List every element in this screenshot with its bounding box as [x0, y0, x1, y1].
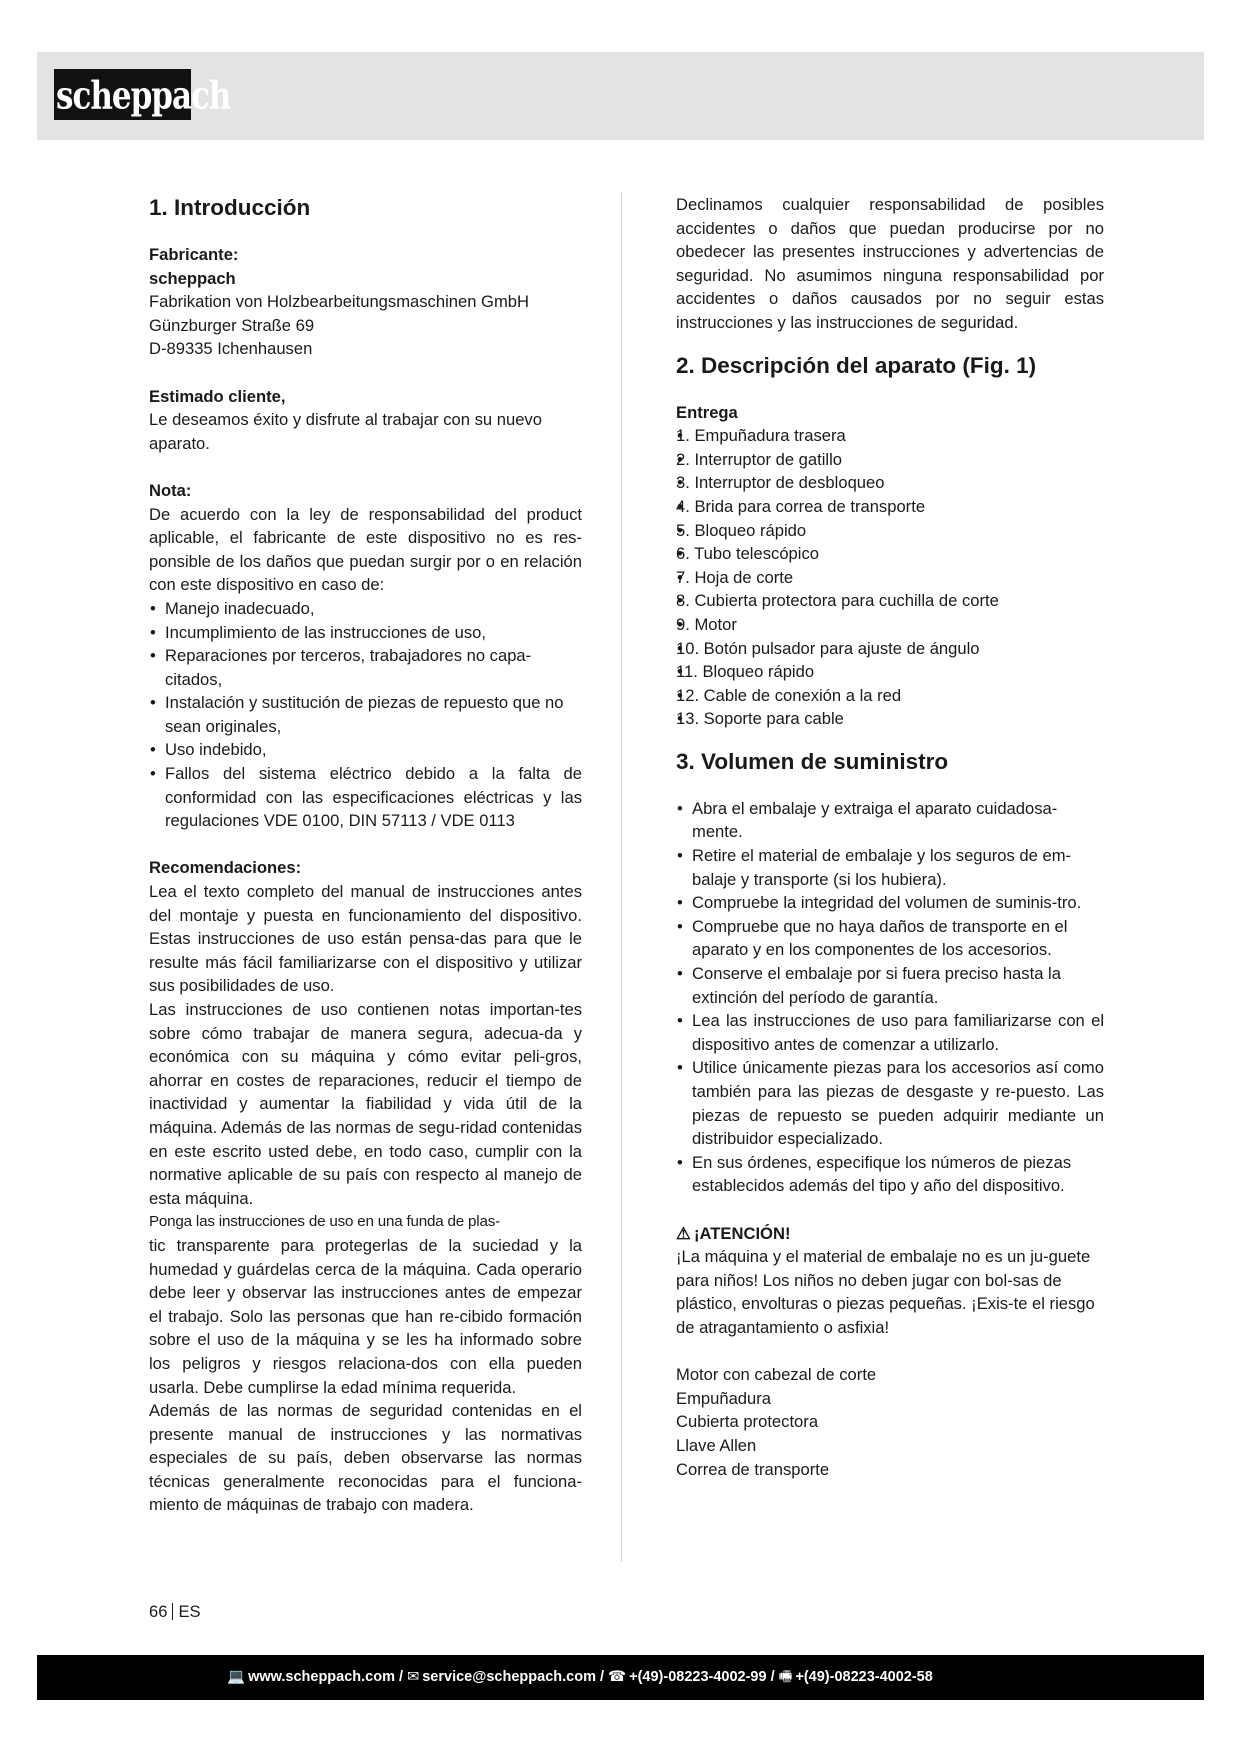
list-item: • Manejo inadecuado,: [149, 597, 582, 621]
manufacturer-name: scheppach: [149, 268, 236, 288]
section-title-description: 2. Descripción del aparato (Fig. 1): [676, 352, 1037, 378]
list-item: • Retire el material de embalaje y los seguros de em-balaje y transporte (si los hubiera).: [676, 844, 1104, 891]
content-item: Motor con cabezal de corte: [676, 1365, 877, 1385]
part-item: • 11. Bloqueo rápido: [676, 660, 1104, 684]
part-item: • 6. Tubo telescópico: [676, 542, 1104, 566]
dear-customer-label: Estimado cliente,: [149, 386, 286, 406]
warning-triangle-icon: ⚠: [676, 1223, 691, 1243]
page-number-value: 66: [149, 1602, 168, 1621]
list-item: • Conserve el embalaje por si fuera preciso hasta la extinción del período de garantía.: [676, 962, 1104, 1009]
part-item: • 10. Botón pulsador para ajuste de ángulo: [676, 637, 1104, 661]
part-item: • 8. Cubierta protectora para cuchilla de corte: [676, 589, 1104, 613]
page-header: [37, 52, 1204, 140]
footer-phone: +(49)-08223-4002-99 /: [629, 1669, 775, 1685]
page-separator: [172, 1603, 173, 1620]
part-item: • 13. Soporte para cable: [676, 707, 1104, 731]
page-number: [149, 1602, 201, 1622]
part-item: • 2. Interruptor de gatillo: [676, 448, 1104, 472]
recommendations-label: Recomendaciones:: [149, 858, 302, 878]
list-item: • Lea las instrucciones de uso para familiarizarse con el dispositivo antes de comenzar a utilizarlo.: [676, 1009, 1104, 1056]
list-item: • Abra el embalaje y extraiga el aparato cuidadosa-mente.: [676, 797, 1104, 844]
footer-website[interactable]: www.scheppach.com /: [248, 1669, 404, 1685]
part-item: • 9. Motor: [676, 613, 1104, 637]
right-column: [676, 193, 1104, 1481]
part-item: • 5. Bloqueo rápido: [676, 519, 1104, 543]
list-item: • Compruebe la integridad del volumen de suminis-tro.: [676, 891, 1104, 915]
list-item: • Uso indebido,: [149, 738, 582, 762]
disclaimer-text: Declinamos cualquier responsabilidad de posibles accidentes o daños que puedan producirse por no obedecer las presentes instrucciones y advertencias de seguridad. No asumimos ninguna responsabilidad por accidentes o daños causados por no seguir estas instrucciones y las instrucciones de seguridad.: [676, 195, 1104, 332]
footer-fax: +(49)-08223-4002-58: [795, 1669, 933, 1685]
section-title-introduction: 1. Introducción: [149, 195, 311, 220]
manufacturer-label: Fabricante:: [149, 245, 239, 264]
part-item: • 1. Empuñadura trasera: [676, 424, 1104, 448]
delivery-label: Entrega: [676, 402, 738, 422]
list-item: • Incumplimiento de las instrucciones de uso,: [149, 621, 582, 645]
address-line: D-89335 Ichenhausen: [149, 339, 313, 359]
part-item: • 3. Interruptor de desbloqueo: [676, 471, 1104, 495]
address-line: Fabrikation von Holzbearbeitungsmaschinen GmbH: [149, 292, 530, 312]
list-item: • Reparaciones por terceros, trabajadores no capa-citados,: [149, 644, 582, 691]
attention-heading: [676, 1222, 1104, 1246]
mail-icon: ✉: [407, 1669, 420, 1685]
list-item: • Fallos del sistema eléctrico debido a la falta de conformidad con las especificaciones eléctricas y las regulaciones VDE 0100, DIN 57113 / VDE 0113: [149, 762, 582, 833]
note-label: Nota:: [149, 480, 192, 500]
supply-list: [676, 797, 1104, 1198]
page-footer: [37, 1655, 1204, 1700]
recommendations-paragraph: tic transparente para protegerlas de la suciedad y la humedad y guárdelas cerca de la máquina. Cada operario debe leer y observar las instrucciones antes de empezar el trabajo. Solo las personas que han re-cibido formación sobre el uso de la máquina y se les ha informado sobre los peligros y riesgos relaciona-dos con ella pueden usarla. Debe cumplirse la edad mínima requerida.: [149, 1235, 582, 1397]
content-item: Correa de transporte: [676, 1459, 830, 1479]
note-text: De acuerdo con la ley de responsabilidad del product aplicable, el fabricante de este dispositivo no es res-ponsible de los daños que puedan surgir por o en relación con este dispositivo en caso de:: [149, 504, 582, 595]
scheppach-logo: scheppach: [54, 69, 191, 120]
part-item: • 4. Brida para correa de transporte: [676, 495, 1104, 519]
address-line: Günzburger Straße 69: [149, 315, 315, 335]
part-item: • 12. Cable de conexión a la red: [676, 684, 1104, 708]
list-item: • Utilice únicamente piezas para los accesorios así como también para las piezas de desgaste y re-puesto. Las piezas de repuesto se pueden adquirir mediante un distribuidor especializado.: [676, 1056, 1104, 1150]
recommendations-paragraph: Lea el texto completo del manual de instrucciones antes del montaje y puesta en funcionamiento del dispositivo. Estas instrucciones de uso están pensa-das para que le resulte más fácil familiarizarse con el dispositivo y utilizar sus posibilidades de uso.: [149, 882, 582, 996]
list-item: • Compruebe que no haya daños de transporte en el aparato y en los componentes de los accesorios.: [676, 915, 1104, 962]
list-item: • En sus órdenes, especifique los números de piezas establecidos además del tipo y año del dispositivo.: [676, 1151, 1104, 1198]
attention-label: ¡ATENCIÓN!: [694, 1223, 791, 1243]
computer-icon: 💻: [227, 1669, 246, 1685]
list-item: • Instalación y sustitución de piezas de repuesto que no sean originales,: [149, 691, 582, 738]
recommendations-paragraph: Además de las normas de seguridad contenidas en el presente manual de instrucciones y las normativas especiales de su país, deben observarse las normas técnicas generalmente reconocidas para el funciona-miento de máquinas de trabajo con madera.: [149, 1401, 582, 1515]
section-title-supply: 3. Volumen de suministro: [676, 748, 949, 774]
content-item: Empuñadura: [676, 1388, 772, 1408]
parts-list: [676, 424, 1104, 731]
fax-icon: 🖷: [778, 1669, 793, 1685]
attention-text: ¡La máquina y el material de embalaje no es un ju-guete para niños! Los niños no deben jugar con bol-sas de plástico, envolturas o piezas pequeñas. ¡Exis-te el riesgo de atragantamiento o asfixia!: [676, 1247, 1095, 1337]
recommendations-paragraph: Ponga las instrucciones de uso en una funda de plas-: [149, 1213, 500, 1231]
content-item: Llave Allen: [676, 1435, 757, 1455]
recommendations-paragraph: Las instrucciones de uso contienen notas importan-tes sobre cómo trabajar de manera segura, adecua-da y económica con su máquina y cómo evitar peli-gros, ahorrar en costes de reparaciones, reducir el tiempo de inactividad y aumentar la fiabilidad y vida útil de la máquina. Además de las normas de segu-ridad contenidas en este escrito usted debe, en todo caso, cumplir con la normative aplicable de su país con respecto al manejo de esta máquina.: [149, 1000, 582, 1208]
footer-email[interactable]: service@scheppach.com /: [422, 1669, 605, 1685]
note-list: [149, 597, 582, 833]
page-language: ES: [178, 1602, 201, 1621]
part-item: • 7. Hoja de corte: [676, 566, 1104, 590]
left-column: [149, 193, 582, 1517]
content-item: Cubierta protectora: [676, 1412, 819, 1432]
dear-customer-text: Le deseamos éxito y disfrute al trabajar con su nuevo aparato.: [149, 410, 542, 453]
column-divider: [621, 192, 622, 1562]
phone-icon: ☎: [608, 1669, 627, 1685]
